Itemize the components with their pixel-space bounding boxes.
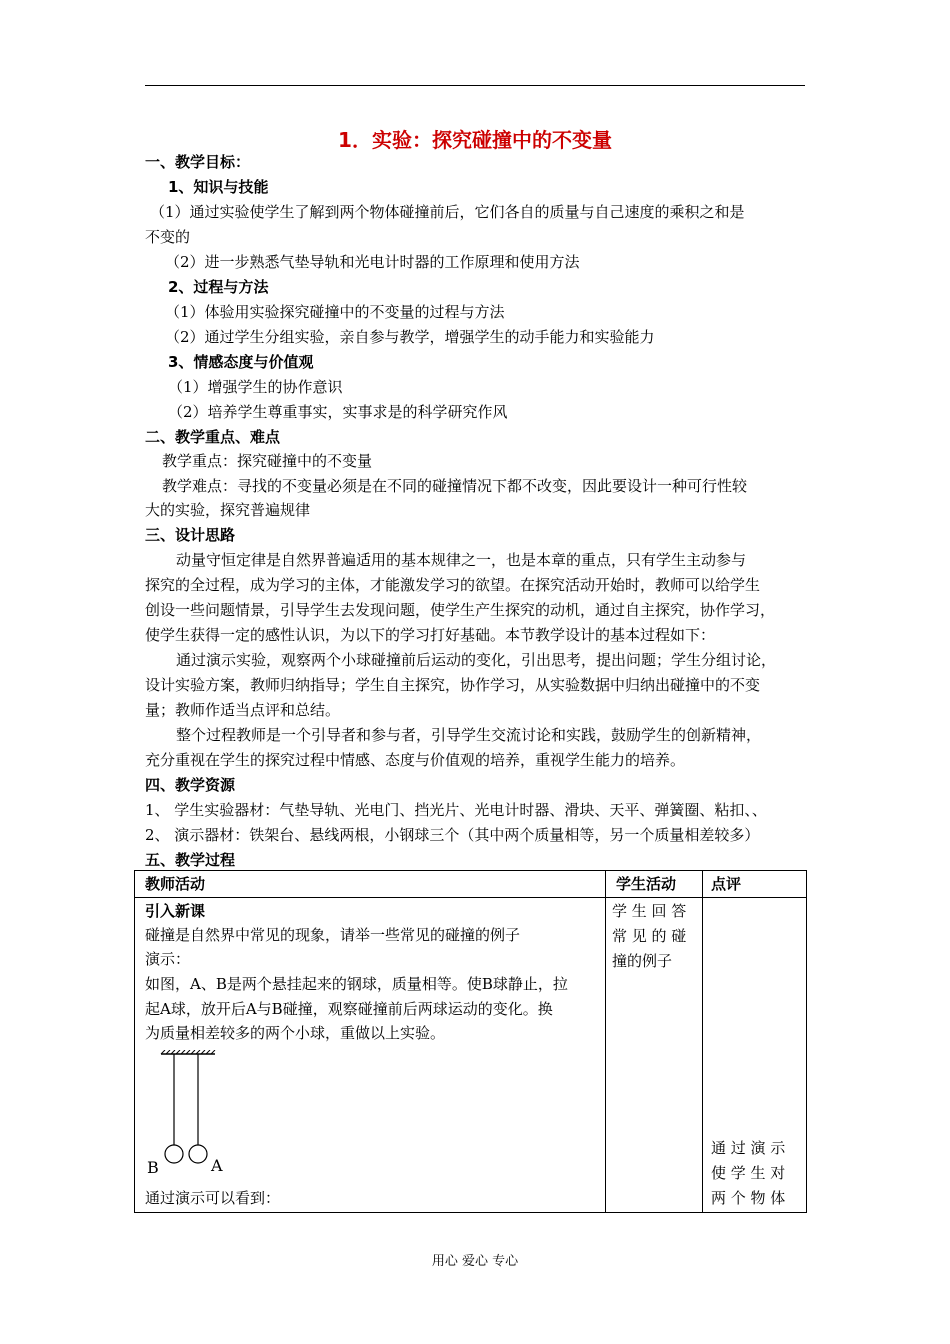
student-line: 常 见 的 碰 bbox=[612, 927, 687, 945]
section-1-heading: 一、教学目标： bbox=[145, 153, 251, 171]
table-header-row bbox=[135, 871, 807, 898]
comment-line: 通 过 演 示 bbox=[711, 1139, 786, 1157]
subheading-knowledge: 1、知识与技能 bbox=[168, 178, 269, 196]
intro-heading: 引入新课 bbox=[145, 902, 206, 920]
teacher-line: 为质量相差较多的两个小球，重做以上实验。 bbox=[145, 1024, 446, 1042]
emotion-item-1: （1）增强学生的协作意识 bbox=[168, 378, 343, 396]
design-para1-line: 使学生获得一定的感性认识，为以下的学习打好基础。本节教学设计的基本过程如下： bbox=[145, 626, 716, 644]
header-comment-cell bbox=[703, 871, 807, 898]
knowledge-item-1b: 不变的 bbox=[145, 228, 191, 246]
header-teacher: 教师活动 bbox=[145, 875, 206, 893]
page-title: 1．实验：探究碰撞中的不变量 bbox=[338, 128, 612, 152]
teacher-line: 起A球，放开后A与B碰撞，观察碰撞前后两球运动的变化。换 bbox=[145, 1000, 553, 1018]
label-ball-a: A bbox=[211, 1156, 223, 1175]
ball-b bbox=[165, 1145, 183, 1163]
teacher-line: 碰撞是自然界中常见的现象，请举一些常见的碰撞的例子 bbox=[145, 926, 521, 944]
resource-item-1: 1、 学生实验器材：气垫导轨、光电门、挡光片、光电计时器、滑块、天平、弹簧圈、粘扣、、 bbox=[145, 801, 767, 819]
comment-line: 使 学 生 对 bbox=[711, 1164, 786, 1182]
knowledge-item-2: （2）进一步熟悉气垫导轨和光电计时器的工作原理和使用方法 bbox=[165, 253, 580, 271]
design-para1-line: 动量守恒定律是自然界普遍适用的基本规律之一，也是本章的重点，只有学生主动参与 bbox=[176, 551, 747, 569]
teacher-line: 通过演示可以看到： bbox=[145, 1189, 281, 1207]
teaching-difficulty-a: 教学难点：寻找的不变量必须是在不同的碰撞情况下都不改变，因此要设计一种可行性较 bbox=[162, 477, 748, 495]
header-comment: 点评 bbox=[711, 875, 742, 893]
student-activity-cell bbox=[606, 898, 703, 1213]
design-para3-line: 充分重视在学生的探究过程中情感、态度与价值观的培养，重视学生能力的培养。 bbox=[145, 751, 686, 769]
process-item-1: （1）体验用实验探究碰撞中的不变量的过程与方法 bbox=[165, 303, 505, 321]
teaching-difficulty-b: 大的实验，探究普遍规律 bbox=[145, 501, 311, 519]
resource-item-2: 2、 演示器材：铁架台、悬线两根，小钢球三个（其中两个质量相等，另一个质量相差较多） bbox=[145, 826, 760, 844]
student-line: 撞的例子 bbox=[612, 952, 673, 970]
teacher-line: 演示： bbox=[145, 950, 191, 968]
design-para2-line: 通过演示实验，观察两个小球碰撞前后运动的变化，引出思考，提出问题；学生分组讨论， bbox=[176, 651, 777, 669]
label-ball-b: B bbox=[147, 1158, 159, 1177]
design-para2-line: 量；教师作适当点评和总结。 bbox=[145, 701, 341, 719]
comment-cell bbox=[703, 898, 807, 1213]
knowledge-item-1a: （1）通过实验使学生了解到两个物体碰撞前后，它们各自的质量与自己速度的乘积之和是 bbox=[150, 203, 745, 221]
pendulum-diagram bbox=[153, 1050, 223, 1165]
teaching-process-table bbox=[134, 870, 807, 1213]
subheading-emotion: 3、情感态度与价值观 bbox=[168, 353, 314, 371]
emotion-item-2: （2）培养学生尊重事实，实事求是的科学研究作风 bbox=[168, 403, 508, 421]
section-2-heading: 二、教学重点、难点 bbox=[145, 428, 281, 446]
section-5-heading: 五、教学过程 bbox=[145, 851, 236, 869]
table-row bbox=[135, 898, 807, 1213]
header-student: 学生活动 bbox=[616, 875, 677, 893]
header-student-cell bbox=[606, 871, 703, 898]
section-4-heading: 四、教学资源 bbox=[145, 776, 236, 794]
teacher-line: 如图，A、B是两个悬挂起来的钢球，质量相等。使B球静止，拉 bbox=[145, 975, 568, 993]
process-item-2: （2）通过学生分组实验，亲自参与教学，增强学生的动手能力和实验能力 bbox=[165, 328, 655, 346]
subheading-process: 2、过程与方法 bbox=[168, 278, 269, 296]
teacher-activity-cell bbox=[135, 898, 606, 1213]
design-para2-line: 设计实验方案，教师归纳指导；学生自主探究，协作学习，从实验数据中归纳出碰撞中的不变 bbox=[145, 676, 761, 694]
design-para1-line: 创设一些问题情景，引导学生去发现问题，使学生产生探究的动机，通过自主探究，协作学习， bbox=[145, 601, 776, 619]
comment-line: 两 个 物 体 bbox=[711, 1189, 786, 1207]
ball-a bbox=[189, 1145, 207, 1163]
page-footer: 用心 爱心 专心 bbox=[431, 1254, 519, 1269]
design-para3-line: 整个过程教师是一个引导者和参与者，引导学生交流讨论和实践，鼓励学生的创新精神， bbox=[176, 726, 762, 744]
header-rule bbox=[145, 85, 805, 86]
header-teacher-cell bbox=[135, 871, 606, 898]
design-para1-line: 探究的全过程，成为学习的主体，才能激发学习的欲望。在探究活动开始时，教师可以给学生 bbox=[145, 576, 761, 594]
section-3-heading: 三、设计思路 bbox=[145, 526, 236, 544]
student-line: 学 生 回 答 bbox=[612, 902, 687, 920]
teaching-focus: 教学重点：探究碰撞中的不变量 bbox=[162, 452, 373, 470]
